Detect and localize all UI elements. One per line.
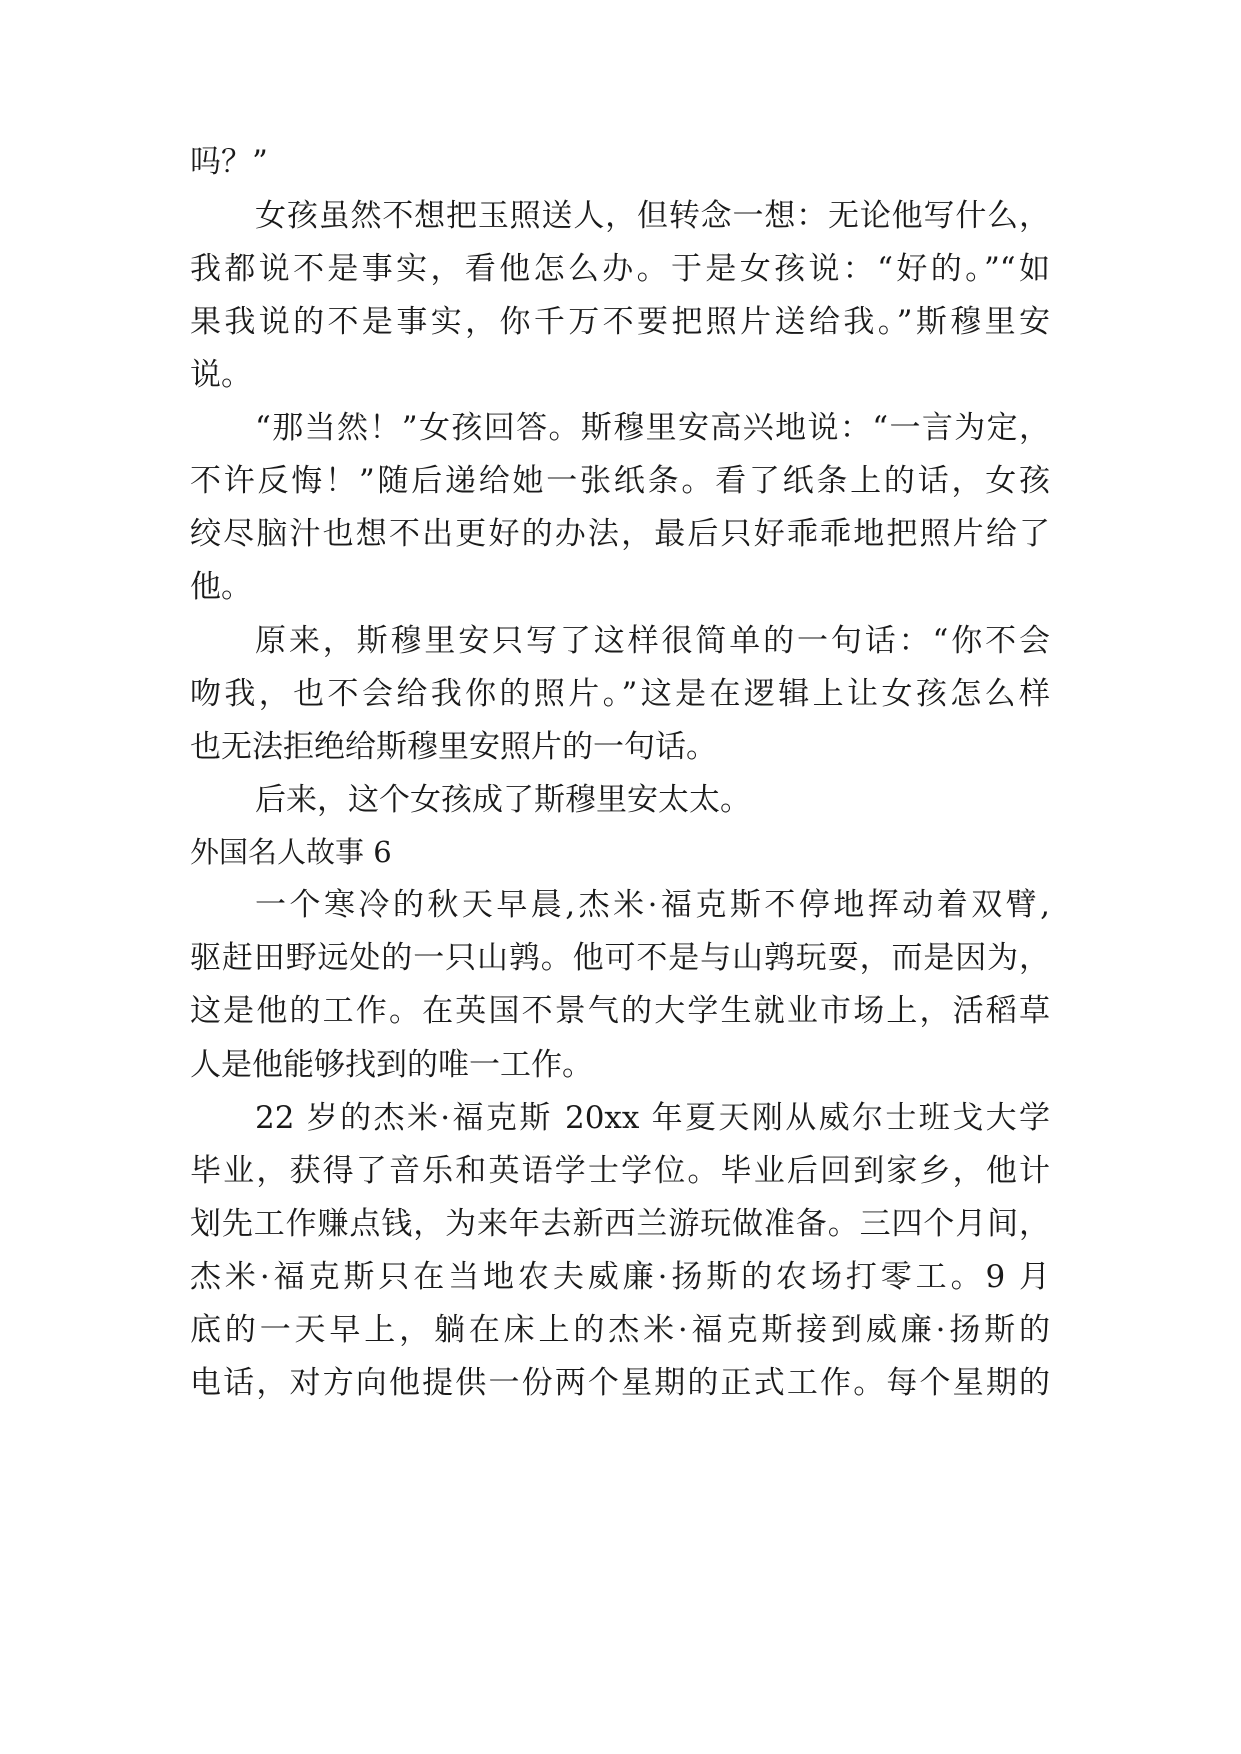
- text-line: 一个寒冷的秋天早晨,杰米·福克斯不停地挥动着双臂,: [255, 887, 1050, 923]
- text-line: 人是他能够找到的唯一工作。: [190, 1047, 593, 1083]
- text-line: 毕业，获得了音乐和英语学士学位。毕业后回到家乡，他计: [190, 1153, 1050, 1189]
- text-line: 我都说不是事实，看他怎么办。于是女孩说：“好的。”“如: [190, 251, 1050, 287]
- text-line: 后来，这个女孩成了斯穆里安太太。: [255, 782, 751, 818]
- text-line: 底的一天早上，躺在床上的杰米·福克斯接到威廉·扬斯的: [190, 1312, 1050, 1348]
- section-heading: 外国名人故事 6: [190, 835, 392, 869]
- text-line: 这是他的工作。在英国不景气的大学生就业市场上，活稻草: [190, 993, 1050, 1029]
- text-line: 电话，对方向他提供一份两个星期的正式工作。每个星期的: [190, 1365, 1050, 1401]
- text-line: “那当然！”女孩回答。斯穆里安高兴地说：“一言为定，: [255, 410, 1050, 446]
- text-line: 驱赶田野远处的一只山鹑。他可不是与山鹑玩耍，而是因为，: [190, 940, 1050, 976]
- text-line: 绞尽脑汁也想不出更好的办法，最后只好乖乖地把照片给了: [190, 516, 1050, 552]
- text-line: 吗？”: [190, 144, 268, 180]
- text-line: 22 岁的杰米·福克斯 20xx 年夏天刚从威尔士班戈大学: [255, 1100, 1050, 1136]
- text-line: 不许反悔！”随后递给她一张纸条。看了纸条上的话，女孩: [190, 463, 1050, 499]
- text-line: 划先工作赚点钱，为来年去新西兰游玩做准备。三四个月间，: [190, 1206, 1050, 1242]
- text-line: 吻我，也不会给我你的照片。”这是在逻辑上让女孩怎么样: [190, 676, 1050, 712]
- text-line: 也无法拒绝给斯穆里安照片的一句话。: [190, 729, 717, 765]
- text-line: 说。: [190, 357, 252, 393]
- text-line: 杰米·福克斯只在当地农夫威廉·扬斯的农场打零工。9 月: [190, 1259, 1050, 1295]
- text-line: 他。: [190, 569, 252, 605]
- text-line: 原来，斯穆里安只写了这样很简单的一句话：“你不会: [255, 623, 1050, 659]
- text-line: 果我说的不是事实，你千万不要把照片送给我。”斯穆里安: [190, 304, 1050, 340]
- text-line: 女孩虽然不想把玉照送人，但转念一想：无论他写什么，: [255, 198, 1050, 234]
